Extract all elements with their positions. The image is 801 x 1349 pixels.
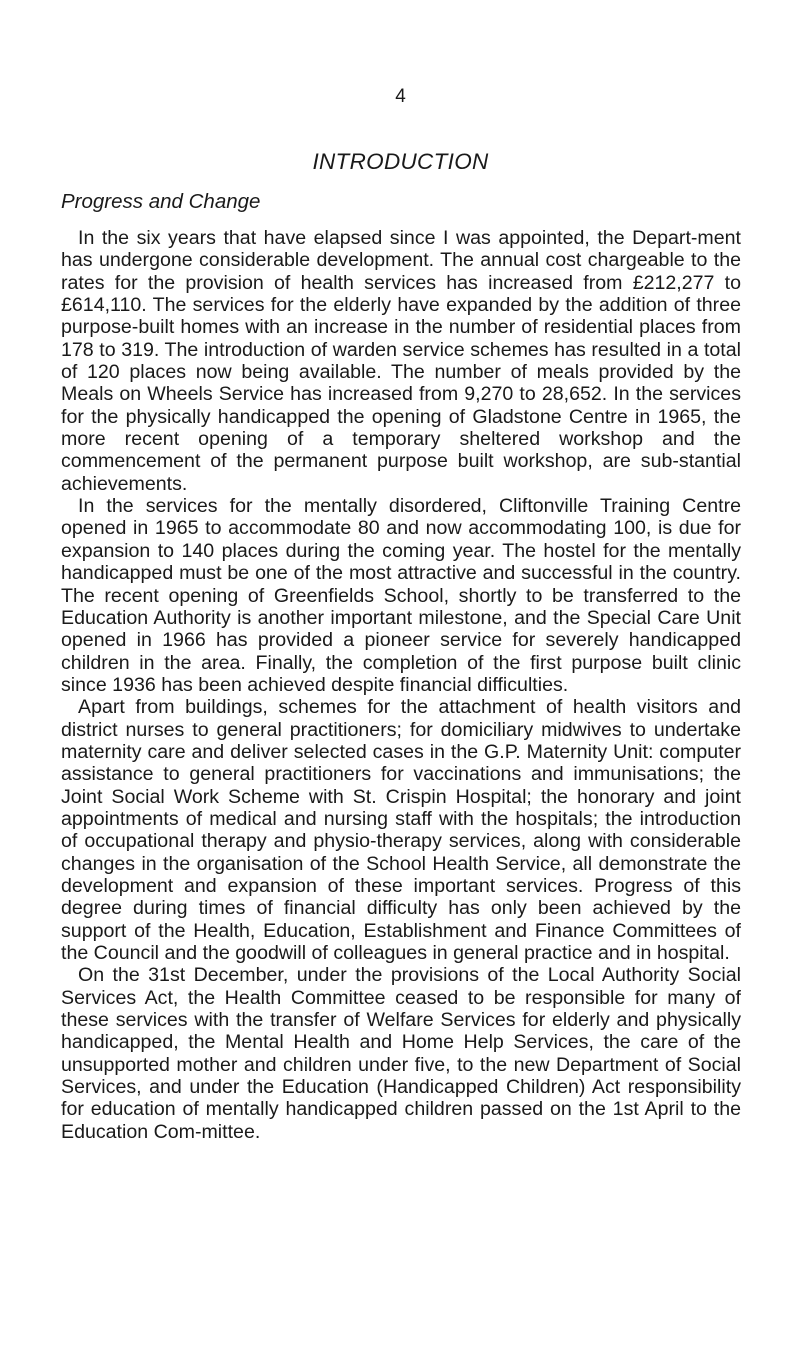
paragraph-schemes: Apart from buildings, schemes for the attachment of health visitors and district nurses to general practitioners; for domiciliary midwives to undertake maternity care and deliver selected cases in the G.P. Maternity Unit: computer assistance to general practitioners for vaccinations and immunisations; the Joint Social Work Scheme with St. Crispin Hospital; the honorary and joint appointments of medical and nursing staff with the hospitals; the introduction of occupational therapy and physio-therapy services, along with considerable changes in the organisation of the School Health Service, all demonstrate the development and expansion of these important services. Progress of this degree during times of financial difficulty has only been achieved by the support of the Health, Education, Establishment and Finance Committees of the Council and the goodwill of colleagues in general practice and in hospital. (61, 696, 741, 964)
paragraph-transfer: On the 31st December, under the provisions of the Local Authority Social Services Act, the Health Committee ceased to be responsible for many of these services with the transfer of Welfare Services for elderly and physically handicapped, the Mental Health and Home Help Services, the care of the unsupported mother and children under five, to the new Department of Social Services, and under the Education (Handicapped Children) Act responsibility for education of mentally handicapped children passed on the 1st April to the Education Com-mittee. (61, 964, 741, 1143)
page-number: 4 (395, 86, 406, 107)
section-subtitle: Progress and Change (61, 190, 261, 213)
paragraph-progress: In the six years that have elapsed since I was appointed, the Depart-ment has undergone considerable development. The annual cost chargeable to the rates for the provision of health services has increased from £212,277 to £614,110. The services for the elderly have expanded by the addition of three purpose-built homes with an increase in the number of residential places from 178 to 319. The introduction of warden service schemes has resulted in a total of 120 places now being available. The number of meals provided by the Meals on Wheels Service has increased from 9,270 to 28,652. In the services for the physically handicapped the opening of Gladstone Centre in 1965, the more recent opening of a temporary sheltered workshop and the commencement of the permanent purpose built workshop, are sub-stantial achievements. (61, 227, 741, 495)
paragraph-mental-health: In the services for the mentally disordered, Cliftonville Training Centre opened in 1965 to accommodate 80 and now accommodating 100, is due for expansion to 140 places during the coming year. The hostel for the mentally handicapped must be one of the most attractive and successful in the country. The recent opening of Greenfields School, shortly to be transferred to the Education Authority is another important milestone, and the Special Care Unit opened in 1966 has provided a pioneer service for severely handicapped children in the area. Finally, the completion of the first purpose built clinic since 1936 has been achieved despite financial difficulties. (61, 495, 741, 696)
body-text (61, 227, 741, 1143)
page-title: INTRODUCTION (312, 149, 489, 174)
